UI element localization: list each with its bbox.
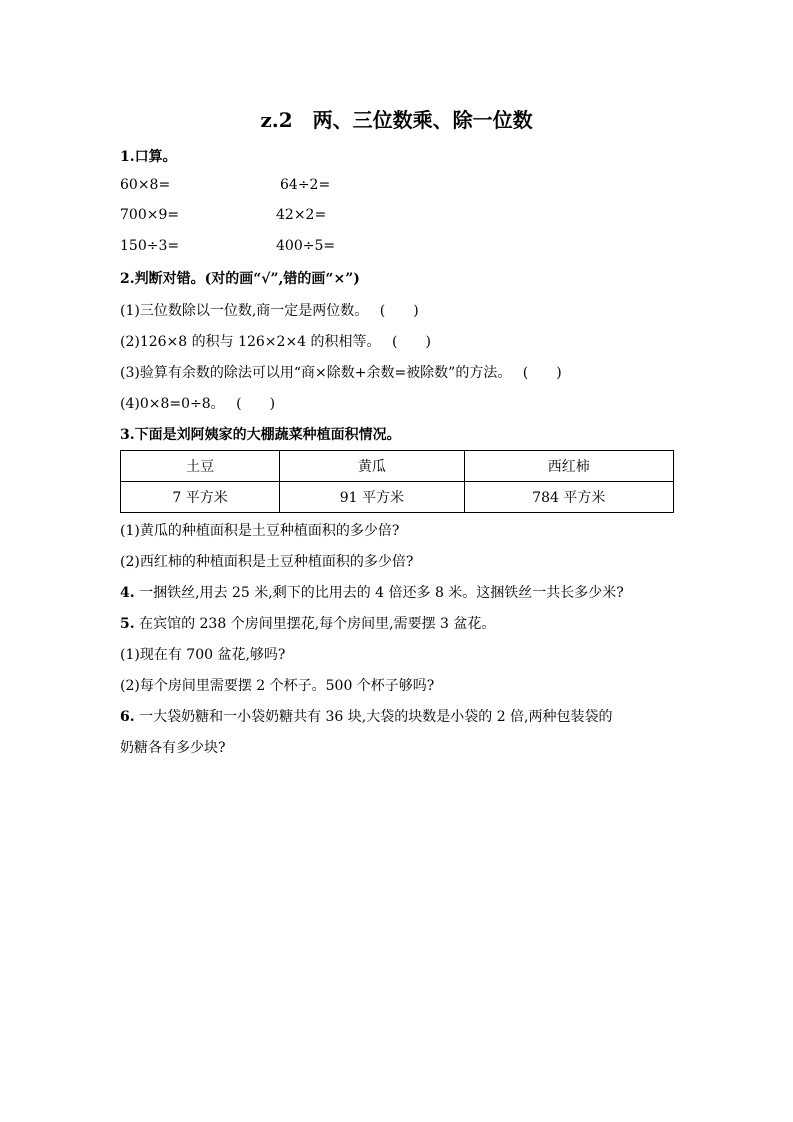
vegetable-area-table	[120, 450, 674, 513]
q3-heading: 3.下面是刘阿姨家的大棚蔬菜种植面积情况。	[120, 427, 401, 443]
q1-item-4: 42×2=	[276, 207, 327, 223]
table-cell: 7 平方米	[121, 482, 280, 513]
table-header-cell: 土豆	[121, 451, 280, 482]
q6-line	[120, 706, 613, 726]
q1-item-1: 60×8=	[120, 177, 171, 193]
q6-text: 一大袋奶糖和一小袋奶糖共有 36 块,大袋的块数是小袋的 2 倍,两种包装袋的	[134, 709, 613, 725]
q2-item-3: (3)验算有余数的除法可以用“商×除数+余数=被除数”的方法。 ( )	[120, 365, 562, 381]
q1-item-5: 150÷3=	[120, 238, 180, 254]
q1-item-2: 64÷2=	[280, 177, 331, 193]
q5-sub-2: (2)每个房间里需要摆 2 个杯子。500 个杯子够吗?	[120, 678, 435, 694]
q3-sub-2: (2)西红柿的种植面积是土豆种植面积的多少倍?	[120, 554, 414, 570]
table-header-cell: 黄瓜	[280, 451, 464, 482]
q4-line	[120, 582, 624, 602]
q1-item-6: 400÷5=	[276, 238, 336, 254]
q2-item-4: (4)0×8=0÷8。 ( )	[120, 396, 276, 412]
table-header-row	[121, 451, 674, 482]
q4-text: 一捆铁丝,用去 25 米,剩下的比用去的 4 倍还多 8 米。这捆铁丝一共长多少米?	[134, 585, 624, 601]
q1-item-3: 700×9=	[120, 207, 180, 223]
table-header-cell: 西红柿	[464, 451, 674, 482]
q3-sub-1: (1)黄瓜的种植面积是土豆种植面积的多少倍?	[120, 523, 400, 539]
q2-item-1: (1)三位数除以一位数,商一定是两位数。 ( )	[120, 303, 419, 319]
q1-heading: 1.口算。	[120, 149, 177, 165]
q4-number: 4.	[120, 585, 135, 601]
table-cell: 91 平方米	[280, 482, 464, 513]
table-cell: 784 平方米	[464, 482, 674, 513]
q2-heading: 2.判断对错。(对的画“√”,错的画“×”)	[120, 271, 360, 287]
q6-line-2: 奶糖各有多少块?	[120, 740, 226, 756]
q5-sub-1: (1)现在有 700 盆花,够吗?	[120, 647, 286, 663]
page-title: z.2 两、三位数乘、除一位数	[260, 108, 533, 132]
q2-item-2: (2)126×8 的积与 126×2×4 的积相等。 ( )	[120, 334, 431, 350]
q5-text: 在宾馆的 238 个房间里摆花,每个房间里,需要摆 3 盆花。	[134, 616, 496, 632]
q6-number: 6.	[120, 709, 135, 725]
table-row	[121, 482, 674, 513]
q5-number: 5.	[120, 616, 135, 632]
q5-line	[120, 613, 495, 633]
